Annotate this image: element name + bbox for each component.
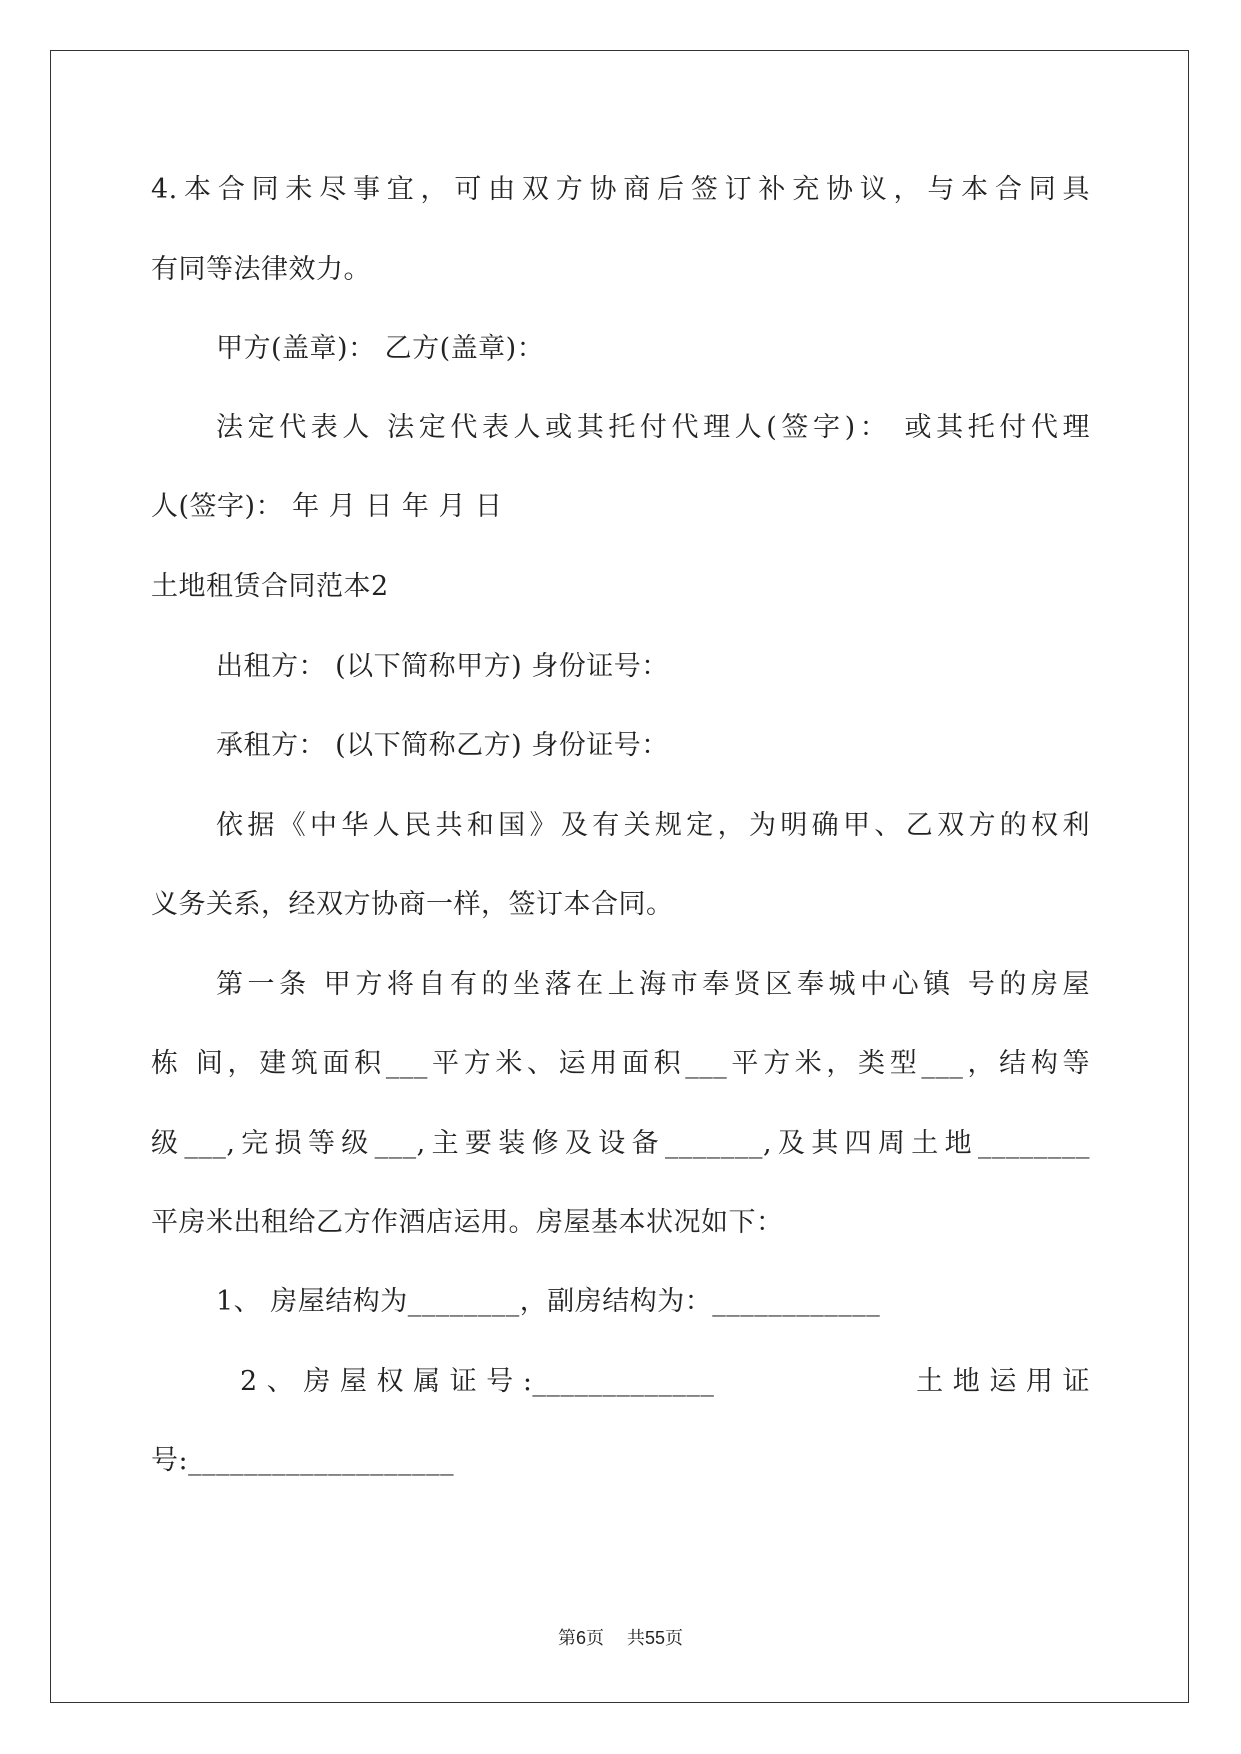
article-1-line-3	[151, 1124, 1090, 1164]
preamble-text: 依据《中华人民共和国》及有关规定，为明确甲、乙双方的权利	[216, 810, 1090, 841]
article-1-line-4: 平房米出租给乙方作酒店运用。房屋基本状况如下：	[151, 1207, 784, 1238]
item-2-left: 2 、 房 屋 权 属 证 号 :_____________	[240, 1366, 715, 1397]
paragraph-line	[151, 170, 1090, 210]
footer-total-pages: 55	[644, 1628, 665, 1648]
representative-text: 法定代表人 法定代表人或其托付代理人(签字)： 或其托付代理	[216, 412, 1090, 443]
footer-page-number: 6	[576, 1628, 587, 1648]
seal-line: 甲方(盖章)： 乙方(盖章)：	[216, 333, 545, 364]
footer-suffix: 页	[664, 1628, 683, 1649]
section-heading: 土地租赁合同范本2	[151, 571, 389, 602]
item-1-line: 1、 房屋结构为________，副房结构为：____________	[216, 1286, 881, 1317]
article-1-text-3: 级___,完损等级___,主要装修及设备_______,及其四周土地________	[151, 1128, 1090, 1159]
article-1-text: 第一条 甲方将自有的坐落在上海市奉贤区奉城中心镇 号的房屋	[216, 969, 1090, 1000]
page-footer	[0, 1626, 1241, 1651]
preamble-line	[151, 806, 1090, 846]
article-1-line	[151, 965, 1090, 1005]
footer-prefix: 第	[558, 1628, 577, 1649]
representative-line	[151, 408, 1090, 448]
item-2-right: 土 地 运 用 证	[916, 1366, 1090, 1397]
preamble-continued: 义务关系，经双方协商一样，签订本合同。	[151, 889, 674, 920]
article-1-text-2: 栋 间，建筑面积___平方米、运用面积___平方米，类型___，结构等	[151, 1048, 1090, 1079]
article-1-line-2	[151, 1044, 1090, 1084]
item-2-continued: 号:___________________	[151, 1445, 455, 1476]
paragraph-line	[151, 250, 371, 290]
signature-date-line: 人(签字)： 年 月 日 年 月 日	[151, 491, 503, 522]
clause-4-continued: 有同等法律效力。	[151, 254, 371, 285]
lessor-line: 出租方： (以下简称甲方) 身份证号：	[216, 651, 669, 682]
footer-mid: 页 共	[586, 1628, 645, 1649]
lessee-line: 承租方： (以下简称乙方) 身份证号：	[216, 730, 669, 761]
clause-4-text: 4.本合同未尽事宜，可由双方协商后签订补充协议，与本合同具	[151, 174, 1090, 205]
item-2-line	[240, 1362, 1090, 1402]
